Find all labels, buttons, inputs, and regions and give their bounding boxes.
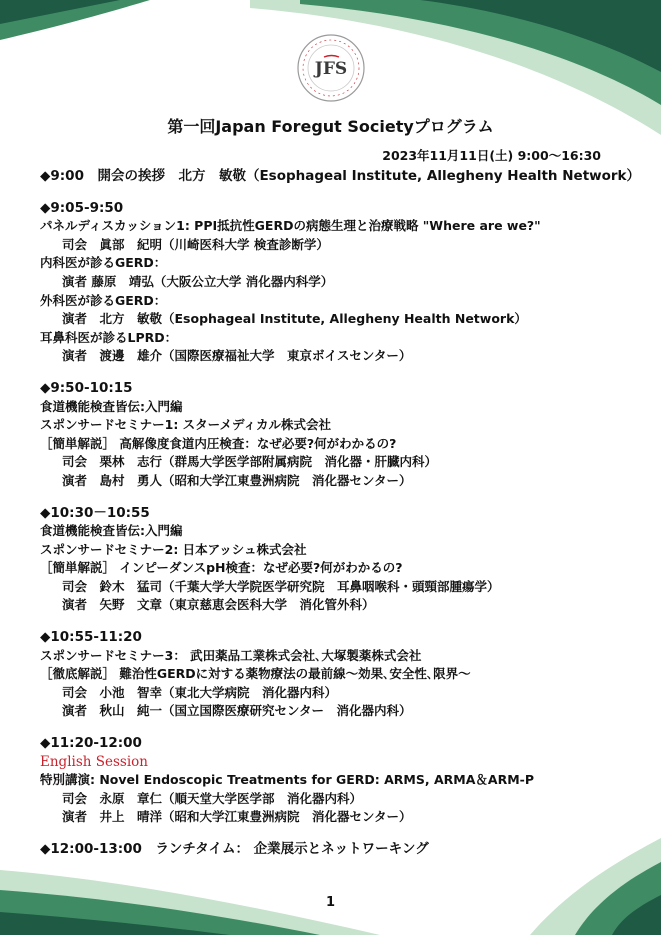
session-category: 食道機能検査皆伝:入門編 xyxy=(40,523,183,539)
subtopic-label: 耳鼻科医が診るLPRD： xyxy=(40,329,178,345)
session-category: 食道機能検査皆伝:入門編 xyxy=(40,398,183,414)
english-session-label: English Session xyxy=(40,753,148,770)
chair-line: 司会 永原 章仁（順天堂大学医学部 消化器内科） xyxy=(62,790,363,806)
speaker-line: 演者 藤原 靖弘（大阪公立大学 消化器内科学） xyxy=(62,273,334,289)
svg-text:JFS: JFS xyxy=(314,59,348,79)
lecture-title: ［簡単解説］ 高解像度食道内圧検査：なぜ必要?何がわかるの? xyxy=(40,435,397,451)
session-time-heading: ◆9:05-9:50 xyxy=(40,199,124,216)
chair-line: 司会 小池 智幸（東北大学病院 消化器内科） xyxy=(62,684,338,700)
special-lecture-title: 特別講演: Novel Endoscopic Treatments for GERD: ARMS, ARMA＆ARM-P xyxy=(40,772,534,788)
program-title: 第一回Japan Foregut Societyプログラム xyxy=(167,117,494,136)
jfs-logo xyxy=(296,33,366,103)
program-content xyxy=(40,167,640,859)
event-date: 2023年11月11日(土) 9:00～16:30 xyxy=(382,148,601,163)
sponsored-seminar-title: スポンサードセミナー2: 日本アッシュ株式会社 xyxy=(40,541,307,557)
lunch-time-line: ◆12:00-13:00 ランチタイム： 企業展示とネットワーキング xyxy=(40,841,429,857)
session-time-heading: ◆10:55-11:20 xyxy=(40,629,142,646)
subtopic-label: 内科医が診るGERD： xyxy=(40,255,167,271)
speaker-line: 演者 秋山 純一（国立国際医療研究センター 消化器内科） xyxy=(62,703,412,719)
speaker-line: 演者 井上 晴洋（昭和大学江東豊洲病院 消化器センター） xyxy=(62,809,412,825)
chair-line: 司会 鈴木 猛司（千葉大学大学院医学研究院 耳鼻咽喉科・頭頸部腫瘍学） xyxy=(62,578,500,594)
chair-line: 司会 眞部 紀明（川崎医科大学 検査診断学） xyxy=(62,236,329,252)
chair-line: 司会 栗林 志行（群馬大学医学部附属病院 消化器・肝臓内科） xyxy=(62,454,438,470)
speaker-line: 演者 北方 敏敬（Esophageal Institute, Allegheny Health Network） xyxy=(62,311,527,327)
lecture-title: ［簡単解説］ インピーダンスpH検査：なぜ必要?何がわかるの? xyxy=(40,560,403,576)
panel-discussion-title: パネルディスカッション1: PPI抵抗性GERDの病態生理と治療戦略 "Where are we?" xyxy=(40,218,541,234)
subtopic-label: 外科医が診るGERD： xyxy=(40,292,167,308)
speaker-line: 演者 矢野 文章（東京慈恵会医科大学 消化管外科） xyxy=(62,597,375,613)
speaker-line: 演者 島村 勇人（昭和大学江東豊洲病院 消化器センター） xyxy=(62,472,412,488)
lecture-title: ［徹底解説］ 難治性GERDに対する薬物療法の最前線～効果､安全性､限界～ xyxy=(40,666,471,682)
speaker-line: 演者 渡邊 雄介（国際医療福祉大学 東京ボイスセンター） xyxy=(62,348,412,364)
sponsored-seminar-title: スポンサードセミナー3： 武田薬品工業株式会社､大塚製薬株式会社 xyxy=(40,647,422,663)
session-time-heading: ◆10:30－10:55 xyxy=(40,504,150,521)
page-number: 1 xyxy=(325,895,336,910)
opening-remarks-line: ◆9:00 開会の挨拶 北方 敏敬（Esophageal Institute, Allegheny Health Network） xyxy=(40,168,641,184)
sponsored-seminar-title: スポンサードセミナー1: スターメディカル株式会社 xyxy=(40,417,332,433)
session-time-heading: ◆9:50-10:15 xyxy=(40,379,133,396)
session-time-heading: ◆11:20-12:00 xyxy=(40,735,142,752)
